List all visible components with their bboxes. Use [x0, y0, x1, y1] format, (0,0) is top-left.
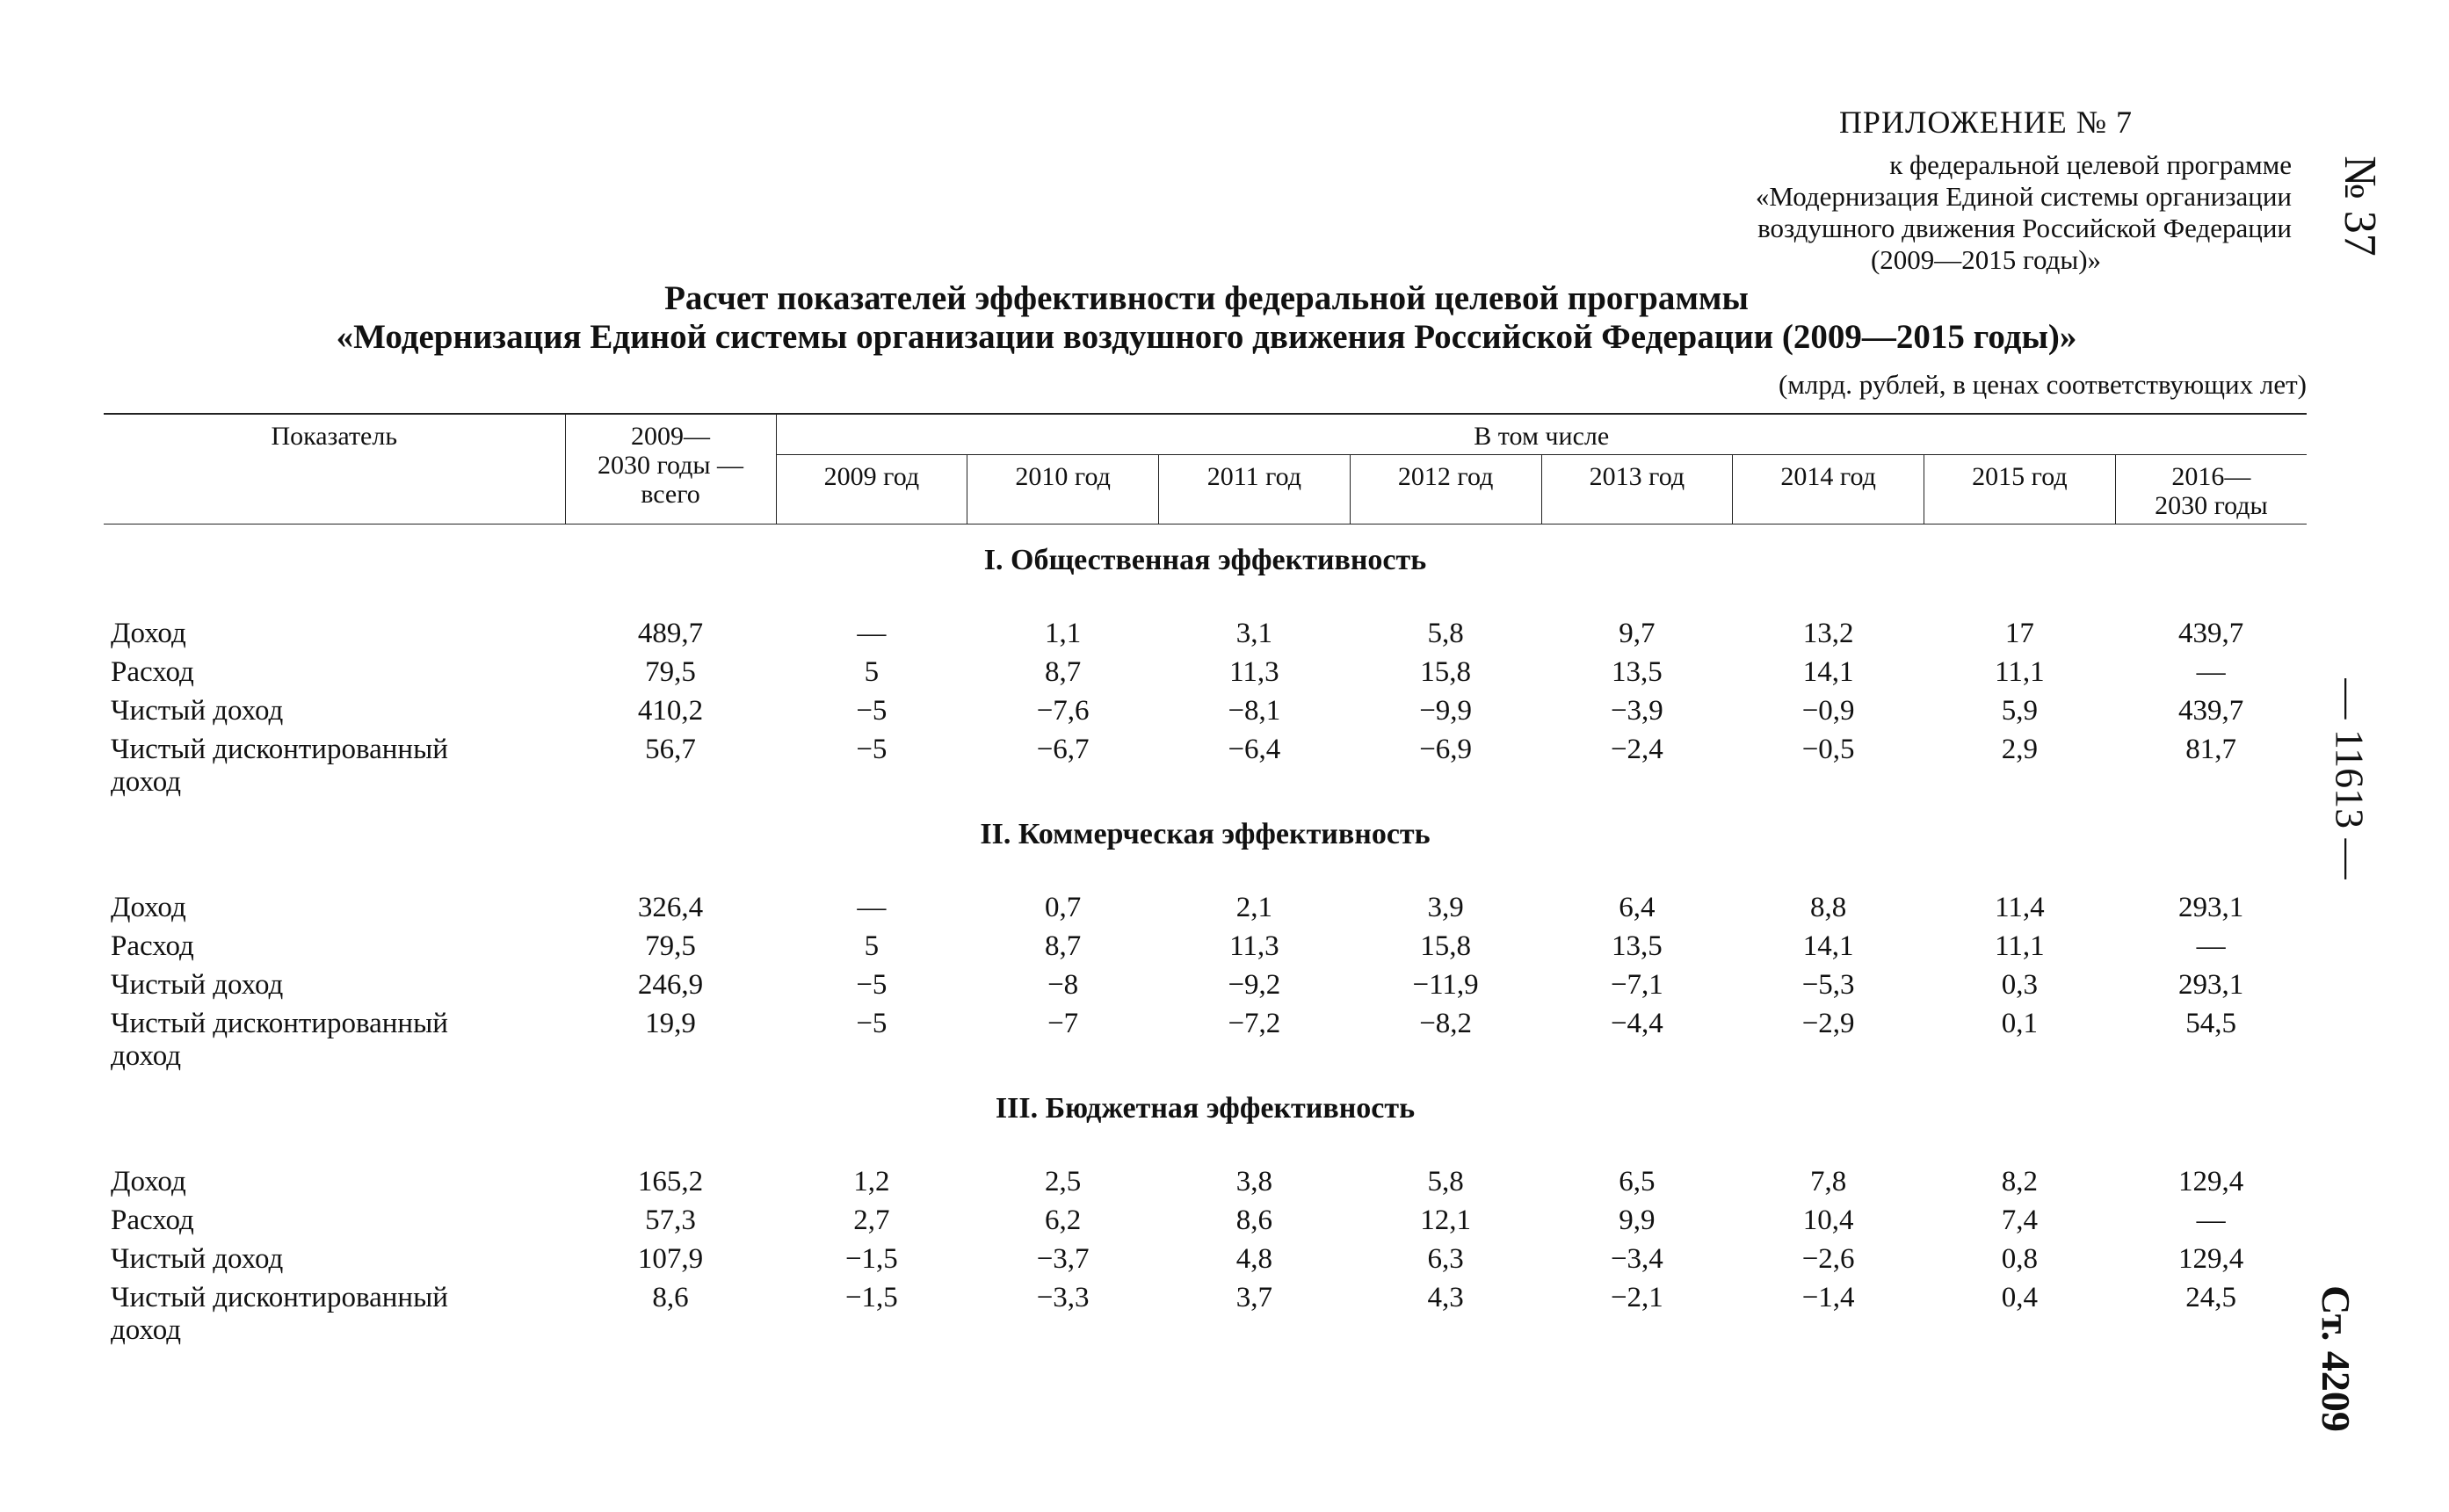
table-cell: 8,6: [652, 1282, 689, 1313]
appendix-line: воздушного движения Российской Федерации: [1757, 213, 2292, 243]
issue-number: № 37: [2334, 156, 2385, 257]
table-cell: 11,3: [1229, 656, 1279, 688]
table-cell: 9,7: [1619, 618, 1656, 649]
row-label: Чистый доход: [111, 1243, 284, 1275]
spacer-cell: [104, 881, 2307, 892]
header-indicator: Показатель: [104, 414, 565, 524]
table-cell: 5,8: [1427, 618, 1464, 649]
table-cell: 0,1: [2001, 1008, 2038, 1039]
table-cell: −4,4: [1610, 1008, 1663, 1039]
table-cell: 13,2: [1802, 618, 1854, 649]
header-total: 2009— 2030 годы — всего: [565, 414, 776, 524]
table-cell: −2,4: [1610, 734, 1663, 765]
table-cell: 165,2: [637, 1166, 704, 1197]
table-cell: −8,2: [1419, 1008, 1473, 1039]
appendix-line: (2009—2015 годы)»: [1870, 244, 2102, 275]
table-cell: 293,1: [2178, 969, 2244, 1001]
table-cell: 56,7: [645, 734, 696, 765]
table-cell: 7,4: [2001, 1205, 2038, 1236]
table-cell: −7,1: [1610, 969, 1663, 1001]
spacer-cell: [104, 607, 2307, 618]
table-cell: 0,7: [1045, 892, 1082, 923]
header-year: 2012 год: [1350, 455, 1541, 524]
table-cell: 5: [864, 930, 880, 962]
row-label: Чистый доход: [111, 695, 284, 727]
row-label: Доход: [111, 618, 186, 649]
table-cell: 0,4: [2001, 1282, 2038, 1313]
header-year: 2009 год: [776, 455, 967, 524]
header-year: 2013 год: [1541, 455, 1733, 524]
table-row: [104, 930, 2307, 969]
table-cell: −2,6: [1801, 1243, 1855, 1275]
table-cell: 7,8: [1810, 1166, 1847, 1197]
table-cell: −7: [1047, 1008, 1079, 1039]
table-cell: 11,3: [1229, 930, 1279, 962]
table-row: [104, 618, 2307, 656]
table-cell: 6,3: [1427, 1243, 1464, 1275]
table-cell: −2,9: [1801, 1008, 1855, 1039]
table-row: [104, 1166, 2307, 1205]
table-cell: 19,9: [645, 1008, 696, 1039]
table-cell: 15,8: [1420, 656, 1471, 688]
spacer-row: [104, 1155, 2307, 1166]
row-label: Доход: [111, 892, 186, 923]
row-label: Чистый дисконтированный доход: [111, 1008, 448, 1072]
table-cell: 24,5: [2185, 1282, 2236, 1313]
table-cell: −9,2: [1228, 969, 1281, 1001]
table-cell: 3,8: [1235, 1166, 1272, 1197]
table-cell: 12,1: [1420, 1205, 1471, 1236]
table-cell: −11,9: [1412, 969, 1479, 1001]
table-cell: —: [857, 618, 887, 649]
section-row: [104, 799, 2307, 881]
header-year: 2014 год: [1733, 455, 1924, 524]
table-cell: 3,7: [1235, 1282, 1272, 1313]
table-cell: 6,4: [1619, 892, 1656, 923]
table-cell: −6,9: [1419, 734, 1473, 765]
table-cell: 81,7: [2185, 734, 2236, 765]
table-cell: —: [2196, 656, 2226, 688]
table-cell: 79,5: [645, 930, 696, 962]
efficiency-table: [104, 413, 2307, 1347]
table-cell: 10,4: [1802, 1205, 1854, 1236]
document-title: [104, 279, 2309, 357]
document-title-line2: «Модернизация Единой системы организации воздушного движения Российской Федерации (2009—2015 годы)»: [336, 318, 2077, 356]
table-cell: −3,7: [1036, 1243, 1090, 1275]
table-cell: 11,1: [1995, 930, 2045, 962]
row-label: Чистый дисконтированный доход: [111, 734, 448, 798]
table-cell: 14,1: [1802, 930, 1854, 962]
table-cell: 129,4: [2178, 1243, 2244, 1275]
section-title: II. Коммерческая эффективность: [980, 818, 1431, 850]
table-cell: 439,7: [2178, 618, 2244, 649]
table-cell: 6,2: [1045, 1205, 1082, 1236]
table-cell: −1,5: [844, 1243, 898, 1275]
table-cell: 57,3: [645, 1205, 696, 1236]
table-row: [104, 695, 2307, 734]
table-cell: 2,7: [853, 1205, 890, 1236]
table-cell: −5: [856, 1008, 888, 1039]
header-year: 2010 год: [967, 455, 1159, 524]
efficiency-table-wrap: [104, 413, 2307, 1347]
table-cell: 0,8: [2001, 1243, 2038, 1275]
table-cell: 11,4: [1995, 892, 2045, 923]
row-label: Доход: [111, 1166, 186, 1197]
table-row: [104, 656, 2307, 695]
row-label: Расход: [111, 656, 194, 688]
table-cell: 8,6: [1235, 1205, 1272, 1236]
table-row: [104, 1205, 2307, 1243]
table-cell: −3,3: [1036, 1282, 1090, 1313]
header-year: 2015 год: [1924, 455, 2116, 524]
table-cell: 107,9: [637, 1243, 704, 1275]
table-cell: 8,2: [2001, 1166, 2038, 1197]
table-row: [104, 1282, 2307, 1347]
appendix-block: [1670, 104, 2302, 276]
table-cell: −1,4: [1801, 1282, 1855, 1313]
section-title: III. Бюджетная эффективность: [995, 1092, 1416, 1125]
table-cell: 5,8: [1427, 1166, 1464, 1197]
table-cell: 2,9: [2001, 734, 2038, 765]
table-cell: 4,8: [1235, 1243, 1272, 1275]
spacer-row: [104, 607, 2307, 618]
table-cell: −5,3: [1801, 969, 1855, 1001]
section-title: I. Общественная эффективность: [983, 544, 1427, 576]
table-cell: 8,8: [1810, 892, 1847, 923]
table-cell: 14,1: [1802, 656, 1854, 688]
table-cell: 326,4: [637, 892, 704, 923]
table-cell: −7,2: [1228, 1008, 1281, 1039]
table-cell: 3,9: [1427, 892, 1464, 923]
spacer-cell: [104, 1155, 2307, 1166]
table-cell: 11,1: [1995, 656, 2045, 688]
table-cell: 13,5: [1612, 930, 1663, 962]
section-row: [104, 524, 2307, 608]
row-label: Расход: [111, 1205, 194, 1236]
table-cell: 9,9: [1619, 1205, 1656, 1236]
header-including: В том числе: [776, 414, 2307, 455]
article-number: Ст. 4209: [2313, 1285, 2358, 1432]
table-cell: 5,9: [2001, 695, 2038, 727]
table-cell: −5: [856, 734, 888, 765]
table-cell: —: [2196, 930, 2226, 962]
table-row: [104, 1243, 2307, 1282]
table-cell: 439,7: [2178, 695, 2244, 727]
table-row: [104, 969, 2307, 1008]
table-cell: −0,5: [1801, 734, 1855, 765]
table-cell: −8: [1047, 969, 1079, 1001]
appendix-line: к федеральной целевой программе: [1889, 149, 2292, 180]
row-label: Расход: [111, 930, 194, 962]
table-cell: −6,4: [1228, 734, 1281, 765]
table-cell: −1,5: [844, 1282, 898, 1313]
table-cell: −5: [856, 695, 888, 727]
header-year: 2016— 2030 годы: [2115, 455, 2307, 524]
table-cell: 15,8: [1420, 930, 1471, 962]
header-year: 2011 год: [1159, 455, 1351, 524]
table-cell: −9,9: [1419, 695, 1473, 727]
table-cell: 489,7: [637, 618, 704, 649]
table-cell: 4,3: [1427, 1282, 1464, 1313]
table-cell: 13,5: [1612, 656, 1663, 688]
spacer-row: [104, 881, 2307, 892]
units-note: (млрд. рублей, в ценах соответствующих лет): [1778, 369, 2307, 400]
table-cell: 2,5: [1045, 1166, 1082, 1197]
table-cell: —: [2196, 1205, 2226, 1236]
table-cell: −8,1: [1228, 695, 1281, 727]
table-row: [104, 892, 2307, 930]
table-cell: −3,4: [1610, 1243, 1663, 1275]
table-cell: 1,1: [1045, 618, 1082, 649]
table-cell: 6,5: [1619, 1166, 1656, 1197]
table-cell: 2,1: [1235, 892, 1272, 923]
table-cell: −5: [856, 969, 888, 1001]
table-cell: −7,6: [1036, 695, 1090, 727]
table-cell: 79,5: [645, 656, 696, 688]
section-row: [104, 1073, 2307, 1155]
document-title-line1: Расчет показателей эффективности федеральной целевой программы: [664, 279, 1749, 317]
table-cell: 8,7: [1045, 656, 1082, 688]
table-cell: 293,1: [2178, 892, 2244, 923]
table-cell: 0,3: [2001, 969, 2038, 1001]
table-row: [104, 734, 2307, 799]
table-row: [104, 1008, 2307, 1073]
table-cell: —: [857, 892, 887, 923]
table-cell: −2,1: [1610, 1282, 1663, 1313]
table-cell: −3,9: [1610, 695, 1663, 727]
row-label: Чистый дисконтированный доход: [111, 1282, 448, 1346]
table-cell: 246,9: [637, 969, 704, 1001]
table-cell: −0,9: [1801, 695, 1855, 727]
table-cell: −6,7: [1036, 734, 1090, 765]
row-label: Чистый доход: [111, 969, 284, 1001]
table-cell: 1,2: [853, 1166, 890, 1197]
table-cell: 3,1: [1235, 618, 1272, 649]
table-cell: 17: [2004, 618, 2034, 649]
page-range: — 11613 —: [2327, 678, 2373, 879]
table-cell: 129,4: [2178, 1166, 2244, 1197]
table-cell: 410,2: [637, 695, 704, 727]
table-cell: 8,7: [1045, 930, 1082, 962]
appendix-line: «Модернизация Единой системы организации: [1755, 181, 2292, 212]
table-cell: 5: [864, 656, 880, 688]
appendix-title: ПРИЛОЖЕНИЕ № 7: [1838, 105, 2134, 140]
table-cell: 54,5: [2185, 1008, 2236, 1039]
